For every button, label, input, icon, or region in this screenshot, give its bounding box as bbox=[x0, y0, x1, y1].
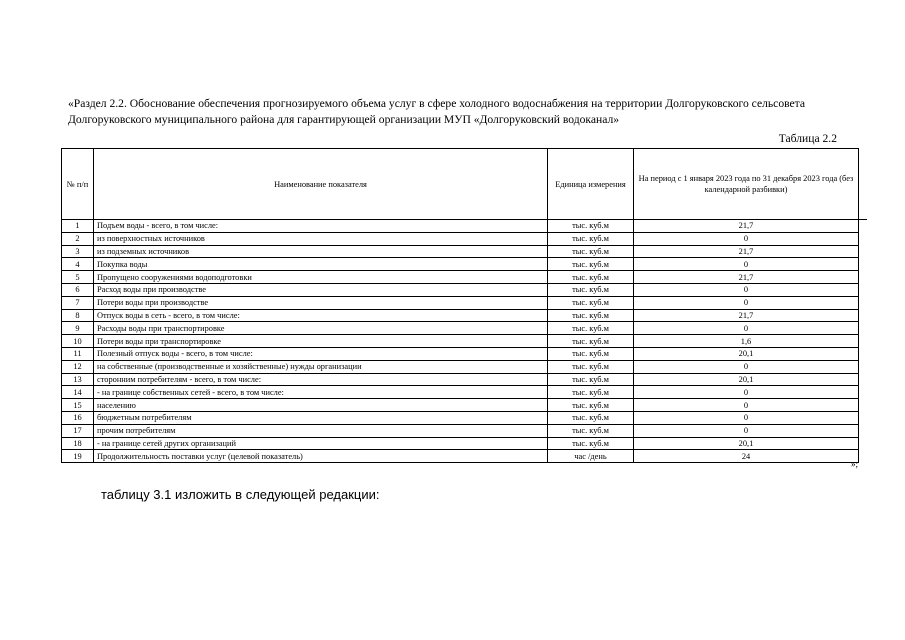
row-num: 13 bbox=[62, 373, 94, 386]
row-value: 21,7 bbox=[634, 271, 859, 284]
row-value: 24 bbox=[634, 450, 859, 463]
row-num: 18 bbox=[62, 437, 94, 450]
row-unit: тыс. куб.м bbox=[548, 347, 634, 360]
row-value: 20,1 bbox=[634, 437, 859, 450]
row-unit: тыс. куб.м bbox=[548, 373, 634, 386]
row-unit: тыс. куб.м bbox=[548, 296, 634, 309]
row-unit: тыс. куб.м bbox=[548, 322, 634, 335]
row-num: 19 bbox=[62, 450, 94, 463]
row-value: 21,7 bbox=[634, 245, 859, 258]
row-name: - на границе собственных сетей - всего, в том числе: bbox=[94, 386, 548, 399]
header-rule-extension bbox=[847, 219, 867, 220]
table-row bbox=[62, 283, 859, 296]
table-row bbox=[62, 335, 859, 348]
table-row bbox=[62, 296, 859, 309]
table-body bbox=[62, 220, 859, 463]
row-num: 11 bbox=[62, 347, 94, 360]
table-caption: Таблица 2.2 bbox=[778, 132, 837, 145]
row-name: населению bbox=[94, 399, 548, 412]
row-value: 1,6 bbox=[634, 335, 859, 348]
table-row bbox=[62, 220, 859, 233]
row-num: 3 bbox=[62, 245, 94, 258]
row-value: 20,1 bbox=[634, 373, 859, 386]
row-value: 20,1 bbox=[634, 347, 859, 360]
row-num: 1 bbox=[62, 220, 94, 233]
row-num: 8 bbox=[62, 309, 94, 322]
row-unit: тыс. куб.м bbox=[548, 271, 634, 284]
table-row bbox=[62, 411, 859, 424]
row-unit: тыс. куб.м bbox=[548, 220, 634, 233]
table-row bbox=[62, 360, 859, 373]
row-name: Покупка воды bbox=[94, 258, 548, 271]
table-row bbox=[62, 373, 859, 386]
section-heading: «Раздел 2.2. Обоснование обеспечения прогнозируемого объема услуг в сфере холодного водоснабжения на территории Долгоруковского сельсовета Долгоруковского муниципального района для гарантирующей организации МУП «Долгоруковский водоканал» bbox=[68, 97, 806, 126]
row-num: 9 bbox=[62, 322, 94, 335]
table-row bbox=[62, 322, 859, 335]
table-header-row bbox=[62, 149, 859, 220]
table-row bbox=[62, 399, 859, 412]
table-row bbox=[62, 309, 859, 322]
row-unit: тыс. куб.м bbox=[548, 283, 634, 296]
row-num: 15 bbox=[62, 399, 94, 412]
table-row bbox=[62, 386, 859, 399]
indicators-table bbox=[61, 148, 859, 463]
row-unit: тыс. куб.м bbox=[548, 411, 634, 424]
header-unit: Единица измерения bbox=[548, 149, 634, 220]
closing-quote-mark: »; bbox=[851, 459, 859, 469]
row-name: прочим потребителям bbox=[94, 424, 548, 437]
row-value: 0 bbox=[634, 296, 859, 309]
row-unit: тыс. куб.м bbox=[548, 232, 634, 245]
row-name: Расходы воды при транспортировке bbox=[94, 322, 548, 335]
row-unit: тыс. куб.м bbox=[548, 258, 634, 271]
row-num: 12 bbox=[62, 360, 94, 373]
row-unit: тыс. куб.м bbox=[548, 424, 634, 437]
row-name: из подземных источников bbox=[94, 245, 548, 258]
row-name: Подъем воды - всего, в том числе: bbox=[94, 220, 548, 233]
row-unit: час /день bbox=[548, 450, 634, 463]
row-value: 0 bbox=[634, 360, 859, 373]
row-unit: тыс. куб.м bbox=[548, 360, 634, 373]
row-name: Пропущено сооружениями водоподготовки bbox=[94, 271, 548, 284]
row-num: 2 bbox=[62, 232, 94, 245]
instruction-text: таблицу 3.1 изложить в следующей редакции: bbox=[101, 487, 380, 502]
table-row bbox=[62, 424, 859, 437]
row-unit: тыс. куб.м bbox=[548, 245, 634, 258]
row-name: Потери воды при производстве bbox=[94, 296, 548, 309]
row-num: 14 bbox=[62, 386, 94, 399]
table-row bbox=[62, 258, 859, 271]
row-num: 4 bbox=[62, 258, 94, 271]
row-num: 17 bbox=[62, 424, 94, 437]
row-num: 10 bbox=[62, 335, 94, 348]
row-name: Расход воды при производстве bbox=[94, 283, 548, 296]
row-value: 0 bbox=[634, 411, 859, 424]
row-name: бюджетным потребителям bbox=[94, 411, 548, 424]
header-name: Наименование показателя bbox=[94, 149, 548, 220]
row-value: 0 bbox=[634, 232, 859, 245]
header-num: № п/п bbox=[62, 149, 94, 220]
row-name: на собственные (производственные и хозяйственные) нужды организации bbox=[94, 360, 548, 373]
table-row bbox=[62, 232, 859, 245]
row-value: 0 bbox=[634, 386, 859, 399]
row-value: 0 bbox=[634, 424, 859, 437]
row-num: 6 bbox=[62, 283, 94, 296]
row-name: Потери воды при транспортировке bbox=[94, 335, 548, 348]
row-value: 0 bbox=[634, 399, 859, 412]
row-name: Полезный отпуск воды - всего, в том числе: bbox=[94, 347, 548, 360]
row-unit: тыс. куб.м bbox=[548, 386, 634, 399]
table-row bbox=[62, 271, 859, 284]
row-name: сторонним потребителям - всего, в том числе: bbox=[94, 373, 548, 386]
row-value: 21,7 bbox=[634, 309, 859, 322]
table-row bbox=[62, 347, 859, 360]
row-num: 16 bbox=[62, 411, 94, 424]
row-name: - на границе сетей других организаций bbox=[94, 437, 548, 450]
row-name: из поверхностных источников bbox=[94, 232, 548, 245]
row-unit: тыс. куб.м bbox=[548, 309, 634, 322]
row-unit: тыс. куб.м bbox=[548, 335, 634, 348]
table-row bbox=[62, 245, 859, 258]
row-value: 21,7 bbox=[634, 220, 859, 233]
header-period: На период с 1 января 2023 года по 31 декабря 2023 года (без календарной разбивки) bbox=[634, 149, 859, 220]
row-num: 5 bbox=[62, 271, 94, 284]
table-row bbox=[62, 437, 859, 450]
row-value: 0 bbox=[634, 322, 859, 335]
row-name: Отпуск воды в сеть - всего, в том числе: bbox=[94, 309, 548, 322]
row-num: 7 bbox=[62, 296, 94, 309]
row-name: Продолжительность поставки услуг (целевой показатель) bbox=[94, 450, 548, 463]
row-unit: тыс. куб.м bbox=[548, 437, 634, 450]
row-value: 0 bbox=[634, 258, 859, 271]
table-row bbox=[62, 450, 859, 463]
row-value: 0 bbox=[634, 283, 859, 296]
row-unit: тыс. куб.м bbox=[548, 399, 634, 412]
